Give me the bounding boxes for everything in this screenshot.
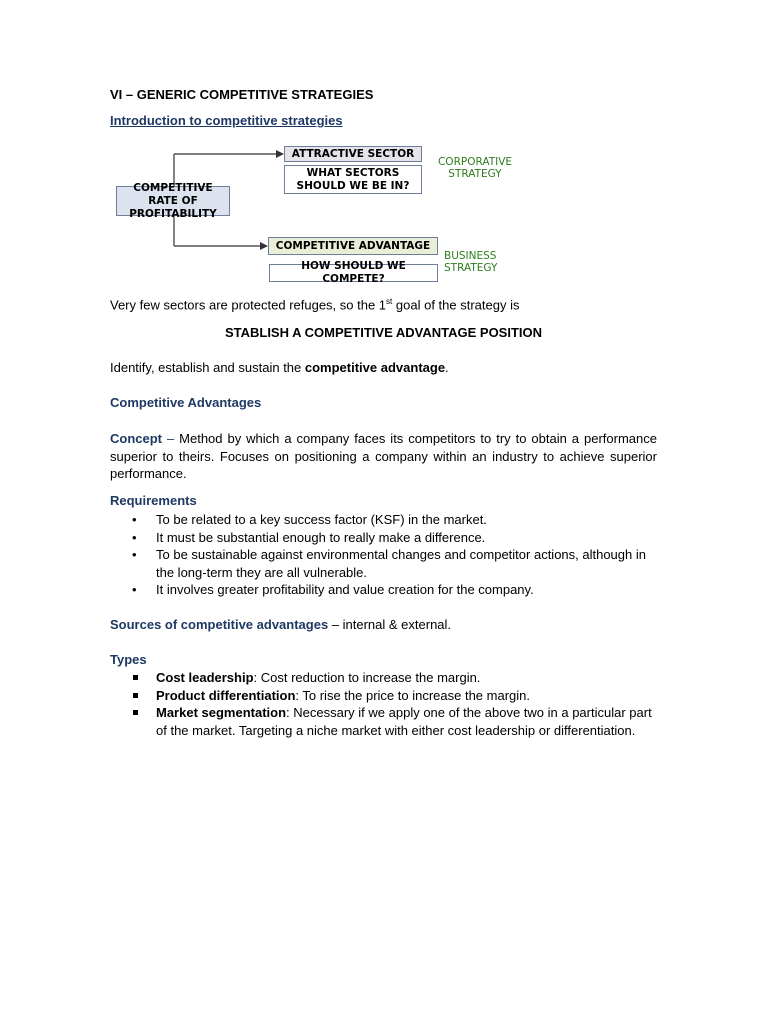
requirements-list <box>110 511 660 599</box>
centered-statement: STABLISH A COMPETITIVE ADVANTAGE POSITION <box>224 325 543 340</box>
type-text: : To rise the price to increase the margin. <box>295 687 530 703</box>
square-bullet-icon <box>133 710 138 715</box>
list-item-text: To be sustainable against environmental changes and competitor actions, although in the long-term they are all vulnerable. <box>156 547 646 580</box>
concept-text: Method by which a company faces its competitors to try to obtain a performance superior to theirs. Focuses on positioning a company within an industry to achieve superior performance. <box>110 431 657 481</box>
list-item <box>110 529 660 547</box>
identify-sentence <box>110 360 449 375</box>
type-text: : Cost reduction to increase the margin. <box>253 670 481 685</box>
how-compete-box <box>269 260 438 285</box>
type-name: Cost leadership <box>156 670 254 685</box>
list-item <box>110 581 660 599</box>
sources-label: Sources of competitive advantages <box>110 617 329 632</box>
section-heading: VI – GENERIC COMPETITIVE STRATEGIES <box>110 87 374 102</box>
types-list <box>110 669 660 739</box>
what-sectors-box <box>284 165 422 194</box>
square-bullet-icon <box>133 693 138 698</box>
types-heading: Types <box>110 652 147 667</box>
list-item <box>110 546 660 581</box>
type-name: Product differentiation <box>156 687 296 703</box>
type-name: Market segmentation <box>156 705 287 720</box>
root-label: COMPETITIVE RATE OF PROFITABILITY <box>129 181 217 220</box>
requirements-heading: Requirements <box>110 493 197 508</box>
attractive-sector-box <box>284 146 422 162</box>
competitive-advantage-box <box>268 237 438 255</box>
identify-after: . <box>445 360 449 375</box>
sources-text: – internal & external. <box>328 617 452 632</box>
refuges-sup: st <box>386 297 393 306</box>
refuges-sentence <box>110 297 519 312</box>
refuges-before: Very few sectors are protected refuges, so the 1 <box>110 297 387 313</box>
root-box <box>116 181 230 220</box>
concept-paragraph <box>110 430 657 483</box>
bullet-icon: • <box>132 512 137 527</box>
bullet-icon: • <box>132 547 137 562</box>
list-item-text: It involves greater profitability and value creation for the company. <box>156 582 534 597</box>
list-item <box>110 511 660 529</box>
list-item <box>110 704 660 739</box>
attractive-sector-label: ATTRACTIVE SECTOR <box>291 147 415 160</box>
concept-dash: – <box>162 431 180 446</box>
competitive-advantage-label: COMPETITIVE ADVANTAGE <box>275 239 431 252</box>
identify-bold: competitive advantage <box>304 360 446 375</box>
list-item-text: It must be substantial enough to really make a difference. <box>156 529 486 545</box>
how-compete-label: HOW SHOULD WE COMPETE? <box>301 260 406 285</box>
bullet-icon: • <box>132 582 137 597</box>
strategy-diagram <box>110 140 530 290</box>
list-item <box>110 669 660 687</box>
identify-before: Identify, establish and sustain the <box>110 360 305 375</box>
intro-link[interactable]: Introduction to competitive strategies <box>110 113 343 128</box>
competitive-advantages-heading: Competitive Advantages <box>110 395 262 410</box>
bullet-icon: • <box>132 529 137 545</box>
sources-sentence <box>110 617 451 632</box>
concept-label: Concept <box>110 431 162 446</box>
corporative-strategy-label: CORPORATIVE STRATEGY <box>437 156 513 180</box>
type-text: : Necessary if we apply one of the above two in a particular part of the market. Targeting a niche market with either cost leadership or differentiation. <box>156 705 652 738</box>
what-sectors-label: WHAT SECTORS SHOULD WE BE IN? <box>296 166 410 192</box>
list-item <box>110 687 660 705</box>
business-strategy-label: BUSINESS STRATEGY <box>444 250 498 274</box>
square-bullet-icon <box>133 675 138 680</box>
list-item-text: To be related to a key success factor (KSF) in the market. <box>156 512 487 527</box>
refuges-after: goal of the strategy is <box>392 297 520 313</box>
